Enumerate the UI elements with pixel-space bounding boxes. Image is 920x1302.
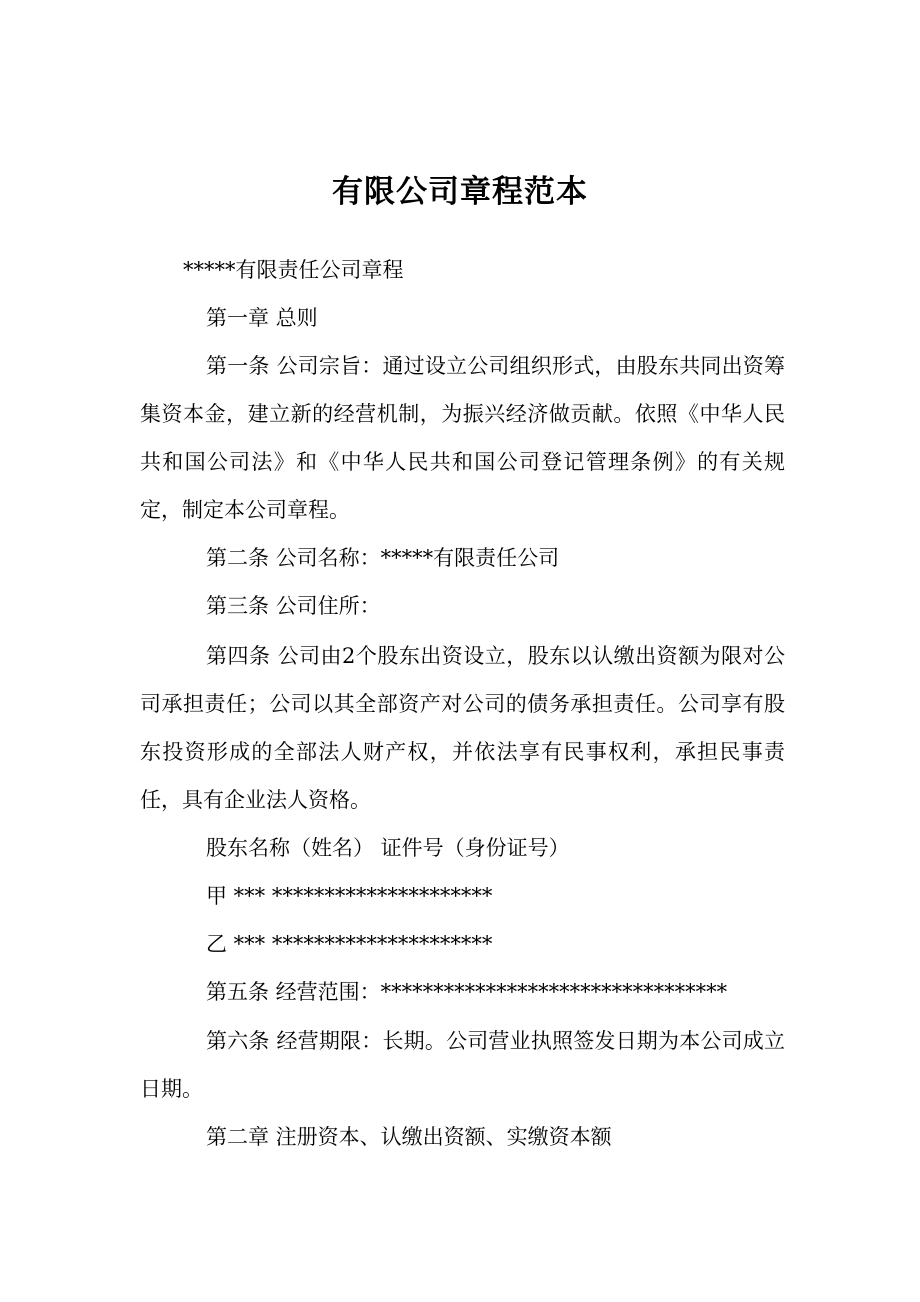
- article-2: 第二条 公司名称：*****有限责任公司: [206, 546, 560, 570]
- article-6: 第六条 经营期限：长期。公司营业执照签发日期为本公司成立日期。: [140, 1029, 785, 1101]
- shareholder-a-row: 甲 *** *********************: [206, 884, 493, 908]
- article-1: 第一条 公司宗旨：通过设立公司组织形式，由股东共同出资筹集资本金，建立新的经营机制，为振兴经济做贡献。依照《中华人民共和国公司法》和《中华人民共和国公司登记管理条例》的有关规定，制定本公司章程。: [140, 354, 785, 522]
- article-5: 第五条 经营范围：*********************************: [206, 980, 728, 1004]
- article-4: 第四条 公司由2个股东出资设立，股东以认缴出资额为限对公司承担责任；公司以其全部资产对公司的债务承担责任。公司享有股东投资形成的全部法人财产权，并依法享有民事权利，承担民事责任，具有企业法人资格。: [140, 644, 785, 812]
- company-charter-heading: *****有限责任公司章程: [183, 258, 404, 282]
- chapter-2-heading: 第二章 注册资本、认缴出资额、实缴资本额: [206, 1125, 612, 1149]
- document-title: 有限公司章程范本: [332, 174, 588, 210]
- chapter-1-heading: 第一章 总则: [206, 306, 318, 330]
- article-3: 第三条 公司住所：: [206, 594, 381, 618]
- shareholder-b-row: 乙 *** *********************: [206, 932, 493, 956]
- shareholder-table-header: 股东名称（姓名） 证件号（身份证号）: [206, 836, 570, 860]
